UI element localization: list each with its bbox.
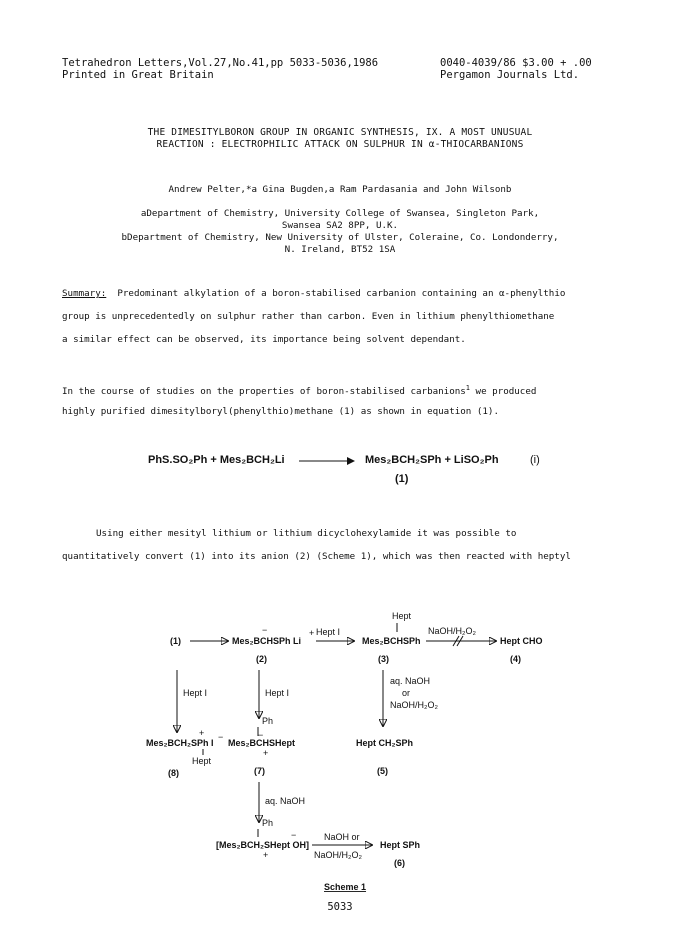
publisher: Pergamon Journals Ltd. bbox=[440, 69, 580, 81]
hept-substituent: Hept bbox=[392, 611, 412, 621]
hept-i-reagent-mid: Hept I bbox=[265, 688, 290, 698]
naoh-h2o2-reagent-2: NaOH/H₂O₂ bbox=[390, 700, 438, 710]
aq-naoh-reagent: aq. NaOH bbox=[390, 676, 431, 686]
reference-1: 1 bbox=[465, 384, 471, 392]
naoh-h2o2-reagent: NaOH/H₂O₂ bbox=[428, 626, 476, 636]
summary-label: Summary: bbox=[62, 288, 107, 299]
compound-7-minus: − bbox=[258, 730, 264, 740]
ph-substituent-mid: Ph bbox=[262, 716, 274, 726]
hept-sph: Hept SPh bbox=[380, 840, 421, 850]
affiliation-b-line-2: N. Ireland, BT52 1SA bbox=[284, 244, 396, 255]
naoh-or-reagent: NaOH or bbox=[324, 832, 360, 842]
scheme-caption: Scheme 1 bbox=[324, 882, 367, 892]
hept-i-reagent-top: Hept I bbox=[316, 627, 341, 637]
title-line-2: REACTION : ELECTROPHILIC ATTACK ON SULPHUR IN α-THIOCARBANIONS bbox=[156, 139, 524, 150]
compound-8-plus: + bbox=[199, 728, 205, 738]
intro-text-1a: In the course of studies on the properties of boron-stabilised carbanions bbox=[62, 386, 466, 398]
scheme-compound-8: (8) bbox=[168, 768, 179, 778]
aq-naoh-reagent-2: aq. NaOH bbox=[265, 796, 306, 806]
intro-line-2: highly purified dimesitylboryl(phenylthio)methane (1) as shown in equation (1). bbox=[62, 406, 499, 417]
scheme-compound-2: (2) bbox=[256, 654, 267, 664]
page-number: 5033 bbox=[327, 901, 353, 913]
scheme-compound-1: (1) bbox=[170, 636, 181, 646]
intermediate-plus: + bbox=[263, 850, 269, 860]
scheme-compound-7: (7) bbox=[254, 766, 265, 776]
issn-price: 0040-4039/86 $3.00 + .00 bbox=[440, 57, 592, 69]
compound-8-hept: Hept bbox=[192, 756, 212, 766]
compound-8-formula: Mes₂BCH₂SPh I bbox=[146, 738, 214, 748]
para2-line-1: Using either mesityl lithium or lithium dicyclohexylamide it was possible to bbox=[96, 528, 517, 539]
intro-line-1 bbox=[62, 382, 536, 398]
compound-1-label: (1) bbox=[395, 473, 409, 485]
scheme-compound-5: (5) bbox=[377, 766, 388, 776]
scheme-compound-3: (3) bbox=[378, 654, 389, 664]
intermediate-formula: [Mes₂BCH₂SHept OH] bbox=[216, 840, 310, 850]
title-line-1: THE DIMESITYLBORON GROUP IN ORGANIC SYNTHESIS, IX. A MOST UNUSUAL bbox=[147, 127, 533, 138]
ph-substituent-low: Ph bbox=[262, 818, 274, 828]
para2-line-2: quantitatively convert (1) into its anion (2) (Scheme 1), which was then reacted with heptyl bbox=[62, 551, 571, 562]
anion-minus: − bbox=[262, 625, 268, 635]
printed-in: Printed in Great Britain bbox=[62, 69, 214, 81]
hept-ch2sph: Hept CH₂SPh bbox=[356, 738, 414, 748]
hydroxide-minus: − bbox=[291, 830, 297, 840]
scheme-compound-6: (6) bbox=[394, 858, 405, 868]
equation-lhs: PhS.SO₂Ph + Mes₂BCH₂Li bbox=[148, 454, 285, 466]
hept-cho: Hept CHO bbox=[500, 636, 543, 646]
compound-3-formula: Mes₂BCHSPh bbox=[362, 636, 421, 646]
scheme-1 bbox=[0, 600, 680, 900]
compound-7-formula: Mes₂BCHSHept bbox=[228, 738, 296, 748]
hept-i-reagent-left: Hept I bbox=[183, 688, 208, 698]
compound-7-plus: + bbox=[263, 748, 269, 758]
affiliation-a-line-2: Swansea SA2 8PP, U.K. bbox=[281, 220, 399, 231]
affiliation-b-line-1: bDepartment of Chemistry, New University of Ulster, Coleraine, Co. Londonderry, bbox=[121, 232, 559, 243]
anion-formula: Mes₂BCHSPh Li bbox=[232, 636, 302, 646]
summary-line-2: group is unprecedentedly on sulphur rather than carbon. Even in lithium phenylthiomethane bbox=[62, 311, 555, 322]
equation-label: (i) bbox=[530, 454, 540, 466]
summary-line-1 bbox=[62, 288, 642, 300]
li-plus: + bbox=[309, 628, 315, 638]
affiliation-a-line-1: aDepartment of Chemistry, University College of Swansea, Singleton Park, bbox=[140, 208, 540, 219]
or-text: or bbox=[402, 688, 411, 698]
iodide-minus: − bbox=[218, 732, 224, 742]
equation-rhs: Mes₂BCH₂SPh + LiSO₂Ph bbox=[365, 454, 499, 466]
naoh-h2o2-reagent-3: NaOH/H₂O₂ bbox=[314, 850, 362, 860]
authors: Andrew Pelter,*a Gina Bugden,a Ram Pardasania and John Wilsonb bbox=[168, 184, 512, 195]
intro-text-1b: we produced bbox=[470, 386, 537, 398]
summary-text-1: Predominant alkylation of a boron-stabilised carbanion containing an α-phenylthio bbox=[117, 288, 566, 299]
reaction-arrow bbox=[297, 456, 357, 466]
summary-line-3: a similar effect can be observed, its importance being solvent dependant. bbox=[62, 334, 466, 345]
scheme-compound-4: (4) bbox=[510, 654, 521, 664]
journal-citation: Tetrahedron Letters,Vol.27,No.41,pp 5033-5036,1986 bbox=[62, 57, 379, 69]
